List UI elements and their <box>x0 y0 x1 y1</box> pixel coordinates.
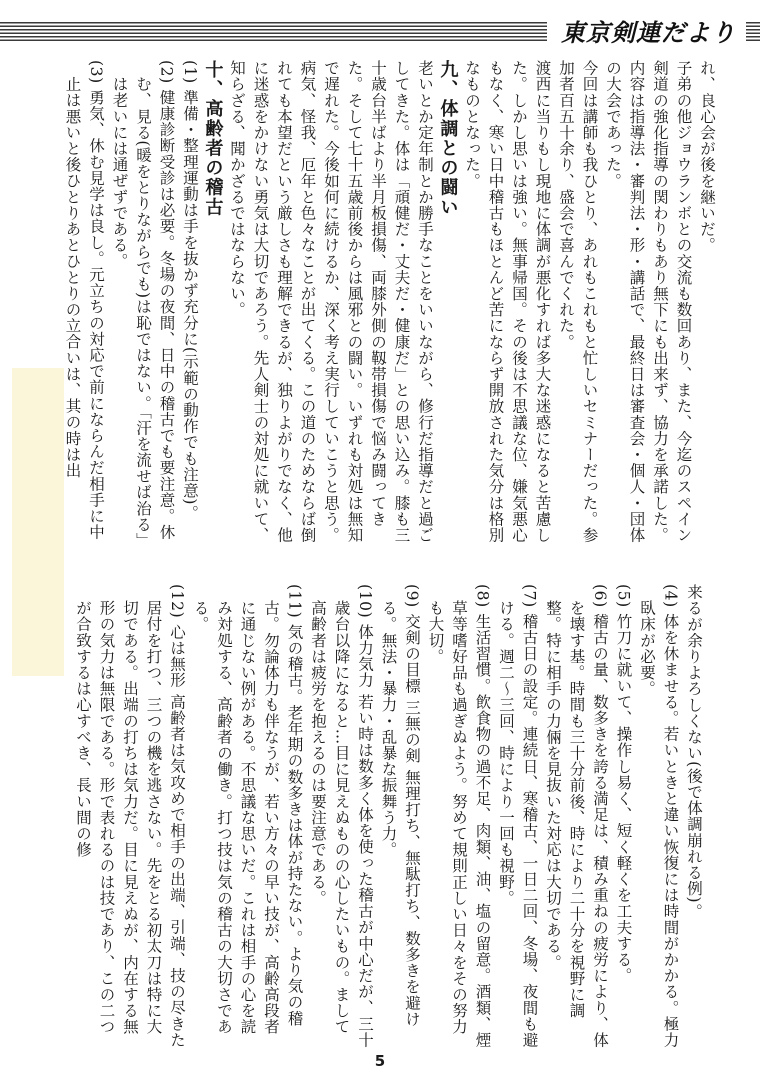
list-item: (5) 竹刀に就いて、操作し易く、短く軽くを工夫する。 <box>614 584 633 984</box>
paragraph: れ、良心会が後を継いだ。 <box>698 60 716 254</box>
upper-text-block <box>63 60 718 548</box>
list-item: (12) 心は無形 高齢者は気攻めで相手の出端、引端、技の尽きた居付を打つ、三つの機を逃さない。先をとる初太刀は特に大切である。出端の打ちは気力だ。目に見えぬが、内在する無形の気力は無限である。形で表れるのは技であり、この二つが合致するは心すべき、長い間の修 <box>74 584 186 1048</box>
list-item: (11) 気の稽古。老年期の数多きは体が持たない。より気の稽古。勿論体力も伴なうが、若い方々の早い技が、高齢高段者に通じない例がある。不思議な思いだ。これは相手の心を読み対処する、高齢者の働き。打つ技は気の稽古の大切さである。 <box>191 584 304 1035</box>
paragraph: 渡西に当りもし現地に体調が悪化すれば多大な迷惑になると苦慮した。しかし思いは強い。無事帰国。その後は不思議な位、嫌気悪心もなく、寒い日中稽古もほとんど苦にならず開放された気分は格別なものとなった。 <box>463 60 552 543</box>
list-item: (7) 稽古日の設定。連続日、寒稽古、一日二回、冬場、夜間も避ける。週二～三回、時により一回も視野。 <box>497 584 539 1048</box>
list-item: (1) 準備・整理運動は手を抜かず充分に(示範の動作でも注意)。 <box>181 60 199 522</box>
paragraph: 来るが余りよろしくない(後で体調崩れる例)。 <box>685 584 703 920</box>
section-heading-9: 九、体調との闘い <box>437 60 459 218</box>
list-item: (6) 稽古の量、数多きを誇る満足は、積み重ねの疲労により、体を壊す基。時間も三十分前後、時により二十分を視野に調整。特に相手の力倆を見抜いた対応は大切である。 <box>544 584 609 1048</box>
paragraph: 子弟の他ジョウランボとの交流も数回あり、また、今迄のスペイン剣道の強化指導の関わりもあり無下にも出来ず、協力を承諾した。内容は指導法・審判法・形・講話で、最終日は審査会・個人・団体の大会であった。 <box>604 60 693 543</box>
list-item: (8) 生活習慣。飲食物の過不足、肉類、油、塩の留意。酒類、煙草等嗜好品も過ぎぬよう。努めて規則正しい日々をその努力も大切。 <box>426 584 492 1048</box>
paragraph: 老いとか定年制とか勝手なことをいいながら、修行だ指導だと過ごしてきた。体は「頑健だ・丈夫だ・健康だ」との思い込み。膝も三十歳台半ばより半月板損傷、両膝外側の靱帯損傷で悩み闘ってきた。そして七十五歳前後からは風邪との闘い。いずれも対処は無知で遅れた。今後如何に続けるか、深く考え実行していこうと思う。 <box>322 60 434 543</box>
section-heading-10: 十、高齢者の稽古 <box>202 60 224 218</box>
newsletter-title: 東京剣連だより <box>547 16 746 50</box>
paragraph: 病気、怪我、厄年と色々なことが出てくる。この道のためならば倒れても本望だという厳しさも理解できるが、独りよがりでなく、他に迷惑をかけない勇気は大切であろう。先人剣士の対処に就いて、知らざる、聞かざるではならない。 <box>228 60 317 543</box>
list-item: (10) 体力気力 若い時は数多く体を使った稽古が中心だが、三十歳台以降になると…目に見えぬものの心したいもの。まして高齢者は疲労を抱えるのは要注意である。 <box>309 584 374 1048</box>
highlight-strip <box>12 368 64 676</box>
paragraph: 今回は講師も我ひとり、あれもこれもと忙しいセミナーだった。参加者百五十余り、盛会で喜んでくれた。 <box>557 60 599 543</box>
list-item: (9) 交剣の目標 三無の剣 無理打ち、無駄打ち、数多きを避ける。無法・暴力・乱暴な振舞う力。 <box>379 584 421 1027</box>
lower-text-block <box>60 584 705 1050</box>
list-item: (4) 体を休ませる。若いときと違い恢復には時間がかかる。極力臥床が必要。 <box>638 584 680 1048</box>
list-item: (3) 勇気、休む見学は良し。元立ちの対応で前にならんだ相手に中止は悪いと後ひとりあとひとりの立合いは、其の時は出 <box>63 60 105 541</box>
list-item: (2) 健康診断受診は必要。冬場の夜間、日中の稽古でも要注意。休む、見る(暖をとりながらでも)は恥ではない。「汗を流せば治る」は老いには通ぜずである。 <box>110 60 176 548</box>
page-number: 5 <box>374 1052 386 1070</box>
